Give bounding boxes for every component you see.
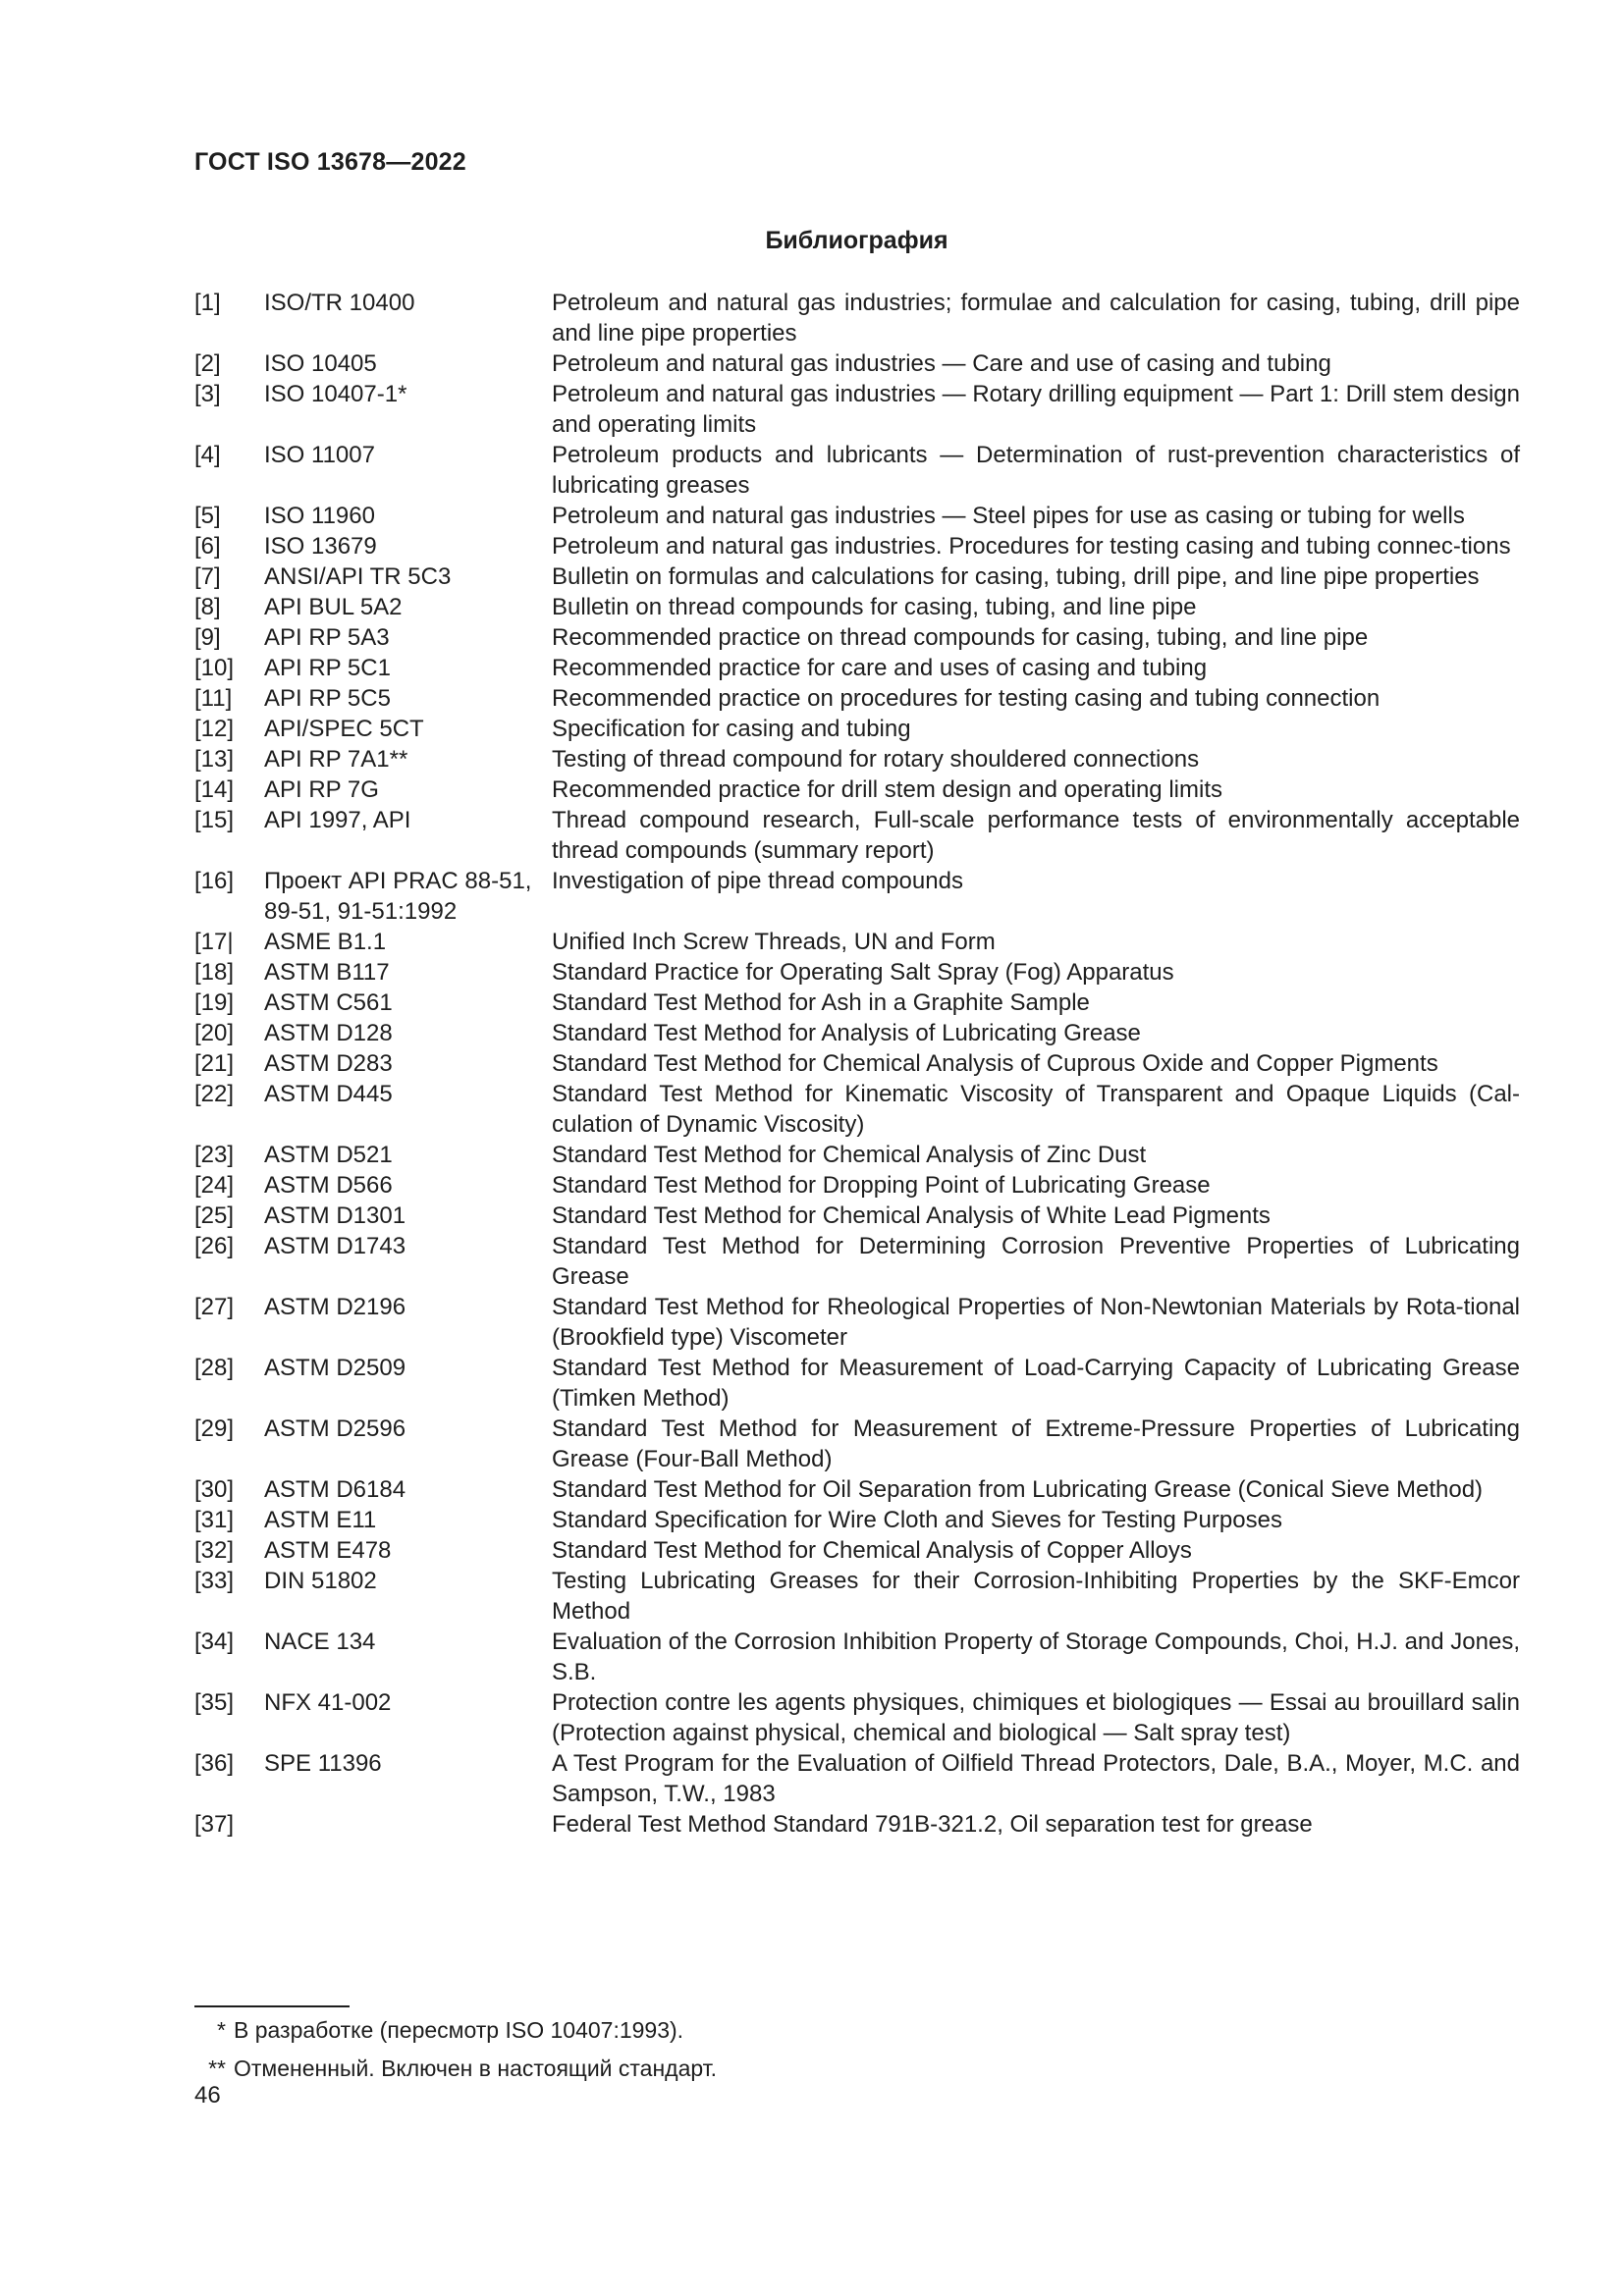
- entry-title: Standard Test Method for Determining Corrosion Preventive Properties of Lubricating Grease: [552, 1233, 1520, 1290]
- bibliography-entry: [194, 501, 1520, 531]
- entry-code: API RP 7A1**: [264, 746, 408, 773]
- entry-code: ISO/TR 10400: [264, 290, 415, 316]
- entry-code: API 1997, API: [264, 807, 411, 833]
- entry-code: ISO 11960: [264, 503, 375, 529]
- entry-code: ISO 10405: [264, 350, 377, 377]
- entry-number: [33]: [194, 1568, 235, 1594]
- bibliography-entry: [194, 622, 1520, 653]
- entry-number: [31]: [194, 1507, 235, 1533]
- entry-title: Standard Test Method for Rheological Properties of Non-Newtonian Materials by Rota-tional (Brookfield type) Viscometer: [552, 1294, 1520, 1351]
- entry-title: Standard Test Method for Chemical Analysis of White Lead Pigments: [552, 1202, 1271, 1229]
- bibliography-entry: [194, 288, 1520, 348]
- entry-code: API RP 5C5: [264, 685, 391, 712]
- entry-number: [10]: [194, 655, 235, 681]
- entry-title: Recommended practice on procedures for testing casing and tubing connection: [552, 685, 1380, 712]
- entry-code: ASTM D128: [264, 1020, 393, 1046]
- entry-code: ASTM D1743: [264, 1233, 406, 1259]
- bibliography-entry: [194, 683, 1520, 714]
- entry-number: [11]: [194, 685, 233, 712]
- entry-number: [34]: [194, 1629, 235, 1655]
- bibliography-entry: [194, 1201, 1520, 1231]
- entry-number: [2]: [194, 350, 221, 377]
- entry-title: Standard Test Method for Ash in a Graphite Sample: [552, 989, 1090, 1016]
- entry-code: ASTM E11: [264, 1507, 377, 1533]
- entry-number: [1]: [194, 290, 221, 316]
- bibliography-entry: [194, 348, 1520, 379]
- entry-title: Standard Test Method for Kinematic Viscosity of Transparent and Opaque Liquids (Cal-culation of Dynamic Viscosity): [552, 1081, 1520, 1138]
- entry-title: Standard Test Method for Chemical Analysis of Zinc Dust: [552, 1142, 1147, 1168]
- entry-number: [36]: [194, 1750, 235, 1777]
- entry-number: [32]: [194, 1537, 235, 1564]
- entry-number: [35]: [194, 1689, 235, 1716]
- entry-code: ASTM D566: [264, 1172, 393, 1199]
- entry-number: [19]: [194, 989, 235, 1016]
- entry-number: [5]: [194, 503, 221, 529]
- entry-title: Federal Test Method Standard 791B-321.2, Oil separation test for grease: [552, 1811, 1313, 1838]
- entry-title: Protection contre les agents physiques, chimiques et biologiques — Essai au brouillard salin (Protection against physical, chemical and biological — Salt spray test): [552, 1689, 1520, 1746]
- bibliography-entry: [194, 1414, 1520, 1474]
- entry-title: Standard Practice for Operating Salt Spray (Fog) Apparatus: [552, 959, 1174, 986]
- footnote-1: [194, 2017, 717, 2043]
- footnote-mark: **: [208, 2056, 226, 2081]
- entry-title: Unified Inch Screw Threads, UN and Form: [552, 929, 996, 955]
- entry-title: Bulletin on thread compounds for casing, tubing, and line pipe: [552, 594, 1197, 620]
- entry-code: ASTM D2596: [264, 1415, 406, 1442]
- entry-title: A Test Program for the Evaluation of Oilfield Thread Protectors, Dale, B.A., Moyer, M.C. and Sampson, T.W., 1983: [552, 1750, 1520, 1807]
- entry-number: [26]: [194, 1233, 235, 1259]
- bibliography-entry: [194, 1505, 1520, 1535]
- entry-number: [28]: [194, 1355, 235, 1381]
- entry-title: Petroleum and natural gas industries; formulae and calculation for casing, tubing, drill pipe and line pipe properties: [552, 290, 1520, 347]
- entry-code: API RP 5A3: [264, 624, 390, 651]
- section-title: Библиография: [765, 227, 948, 254]
- bibliography-entry: [194, 1566, 1520, 1627]
- entry-title: Evaluation of the Corrosion Inhibition Property of Storage Compounds, Choi, H.J. and Jones, S.B.: [552, 1629, 1520, 1685]
- entry-number: [21]: [194, 1050, 235, 1077]
- bibliography-entry: [194, 988, 1520, 1018]
- entry-title: Recommended practice on thread compounds for casing, tubing, and line pipe: [552, 624, 1369, 651]
- entry-code: API RP 7G: [264, 776, 379, 803]
- footnote-mark: *: [217, 2017, 226, 2043]
- bibliography-entry: [194, 1687, 1520, 1748]
- bibliography-entry: [194, 714, 1520, 744]
- bibliography-entry: [194, 653, 1520, 683]
- entry-title: Standard Test Method for Chemical Analysis of Cuprous Oxide and Copper Pigments: [552, 1050, 1438, 1077]
- entry-title: Petroleum and natural gas industries — Care and use of casing and tubing: [552, 350, 1331, 377]
- bibliography-entry: [194, 1474, 1520, 1505]
- bibliography-entry: [194, 592, 1520, 622]
- footnote-text: В разработке (пересмотр ISO 10407:1993).: [234, 2017, 684, 2043]
- entry-code: ISO 13679: [264, 533, 377, 560]
- entry-code: API BUL 5A2: [264, 594, 403, 620]
- bibliography-list: [194, 288, 1520, 1840]
- bibliography-entry: [194, 805, 1520, 866]
- entry-code: ISO 11007: [264, 442, 375, 468]
- entry-code: DIN 51802: [264, 1568, 377, 1594]
- entry-code: ASTM C561: [264, 989, 393, 1016]
- bibliography-entry: [194, 866, 1520, 927]
- entry-title: Standard Test Method for Analysis of Lubricating Grease: [552, 1020, 1141, 1046]
- entry-code: NACE 134: [264, 1629, 376, 1655]
- footnote-divider: [194, 2005, 350, 2007]
- entry-number: [27]: [194, 1294, 235, 1320]
- entry-code: NFX 41-002: [264, 1689, 392, 1716]
- bibliography-entry: [194, 1809, 1520, 1840]
- entry-code: [264, 1809, 552, 1840]
- entry-title: Recommended practice for care and uses of casing and tubing: [552, 655, 1208, 681]
- bibliography-entry: [194, 561, 1520, 592]
- entry-title: Petroleum and natural gas industries. Procedures for testing casing and tubing connec-tions: [552, 533, 1511, 560]
- entry-code: ASTM D6184: [264, 1476, 406, 1503]
- entry-number: [6]: [194, 533, 221, 560]
- entry-title: Petroleum and natural gas industries — Steel pipes for use as casing or tubing for wells: [552, 503, 1465, 529]
- page-number: 46: [194, 2082, 221, 2109]
- entry-number: [8]: [194, 594, 221, 620]
- footnote-text: Отмененный. Включен в настоящий стандарт.: [234, 2056, 718, 2081]
- bibliography-entry: [194, 927, 1520, 957]
- entry-code: ISO 10407-1*: [264, 381, 407, 407]
- entry-title: Standard Test Method for Measurement of Extreme-Pressure Properties of Lubricating Grease (Four-Ball Method): [552, 1415, 1520, 1472]
- footnotes: [194, 2017, 717, 2094]
- entry-code: ASTM D445: [264, 1081, 393, 1107]
- entry-title: Bulletin on formulas and calculations for casing, tubing, drill pipe, and line pipe properties: [552, 563, 1480, 590]
- entry-code: ASTM D1301: [264, 1202, 406, 1229]
- bibliography-entry: [194, 1048, 1520, 1079]
- entry-code: ANSI/API TR 5C3: [264, 563, 452, 590]
- entry-code: ASME B1.1: [264, 929, 387, 955]
- entry-code: Проект API PRAC 88-51, 89-51, 91-51:1992: [264, 868, 532, 925]
- bibliography-entry: [194, 440, 1520, 501]
- entry-number: [22]: [194, 1081, 235, 1107]
- entry-number: [12]: [194, 716, 235, 742]
- entry-code: ASTM D283: [264, 1050, 393, 1077]
- bibliography-entry: [194, 1353, 1520, 1414]
- entry-title: Standard Test Method for Dropping Point of Lubricating Grease: [552, 1172, 1211, 1199]
- entry-title: Petroleum and natural gas industries — Rotary drilling equipment — Part 1: Drill stem design and operating limits: [552, 381, 1520, 438]
- bibliography-entry: [194, 1748, 1520, 1809]
- entry-code: ASTM D521: [264, 1142, 393, 1168]
- entry-code: API/SPEC 5CT: [264, 716, 424, 742]
- entry-title: Petroleum products and lubricants — Determination of rust-prevention characteristics of lubricating greases: [552, 442, 1520, 499]
- entry-number: [9]: [194, 624, 221, 651]
- entry-title: Investigation of pipe thread compounds: [552, 868, 963, 894]
- entry-title: Standard Test Method for Measurement of Load-Carrying Capacity of Lubricating Grease (Timken Method): [552, 1355, 1520, 1412]
- entry-title: Specification for casing and tubing: [552, 716, 911, 742]
- entry-number: [3]: [194, 381, 221, 407]
- entry-title: Standard Test Method for Chemical Analysis of Copper Alloys: [552, 1537, 1192, 1564]
- footnote-2: [194, 2056, 717, 2081]
- entry-number: [7]: [194, 563, 221, 590]
- bibliography-entry: [194, 774, 1520, 805]
- bibliography-entry: [194, 379, 1520, 440]
- entry-number: [24]: [194, 1172, 235, 1199]
- document-header: ГОСТ ISO 13678—2022: [194, 148, 466, 176]
- entry-code: ASTM B117: [264, 959, 390, 986]
- entry-title: Standard Test Method for Oil Separation from Lubricating Grease (Conical Sieve Method): [552, 1476, 1484, 1503]
- entry-code: API RP 5C1: [264, 655, 391, 681]
- bibliography-entry: [194, 1170, 1520, 1201]
- entry-number: [25]: [194, 1202, 235, 1229]
- bibliography-entry: [194, 1140, 1520, 1170]
- bibliography-entry: [194, 531, 1520, 561]
- entry-code: ASTM E478: [264, 1537, 392, 1564]
- bibliography-entry: [194, 957, 1520, 988]
- entry-number: [16]: [194, 868, 235, 894]
- entry-number: [13]: [194, 746, 235, 773]
- bibliography-entry: [194, 744, 1520, 774]
- entry-code: ASTM D2196: [264, 1294, 406, 1320]
- entry-number: [20]: [194, 1020, 235, 1046]
- bibliography-entry: [194, 1292, 1520, 1353]
- bibliography-entry: [194, 1018, 1520, 1048]
- entry-number: [30]: [194, 1476, 235, 1503]
- entry-number: [29]: [194, 1415, 235, 1442]
- entry-number: [23]: [194, 1142, 235, 1168]
- entry-title: Recommended practice for drill stem design and operating limits: [552, 776, 1222, 803]
- entry-code: ASTM D2509: [264, 1355, 406, 1381]
- entry-number: [4]: [194, 442, 221, 468]
- bibliography-entry: [194, 1627, 1520, 1687]
- entry-number: [15]: [194, 807, 235, 833]
- bibliography-entry: [194, 1535, 1520, 1566]
- entry-number: [18]: [194, 959, 235, 986]
- entry-number: [37]: [194, 1811, 235, 1838]
- entry-number: [14]: [194, 776, 235, 803]
- entry-title: Testing Lubricating Greases for their Corrosion-Inhibiting Properties by the SKF-Emcor Method: [552, 1568, 1520, 1625]
- entry-title: Standard Specification for Wire Cloth and Sieves for Testing Purposes: [552, 1507, 1282, 1533]
- bibliography-entry: [194, 1079, 1520, 1140]
- entry-code: SPE 11396: [264, 1750, 382, 1777]
- entry-number: [17|: [194, 929, 234, 955]
- entry-title: Testing of thread compound for rotary shouldered connections: [552, 746, 1200, 773]
- entry-title: Thread compound research, Full-scale performance tests of environmentally acceptable thread compounds (summary report): [552, 807, 1520, 864]
- bibliography-entry: [194, 1231, 1520, 1292]
